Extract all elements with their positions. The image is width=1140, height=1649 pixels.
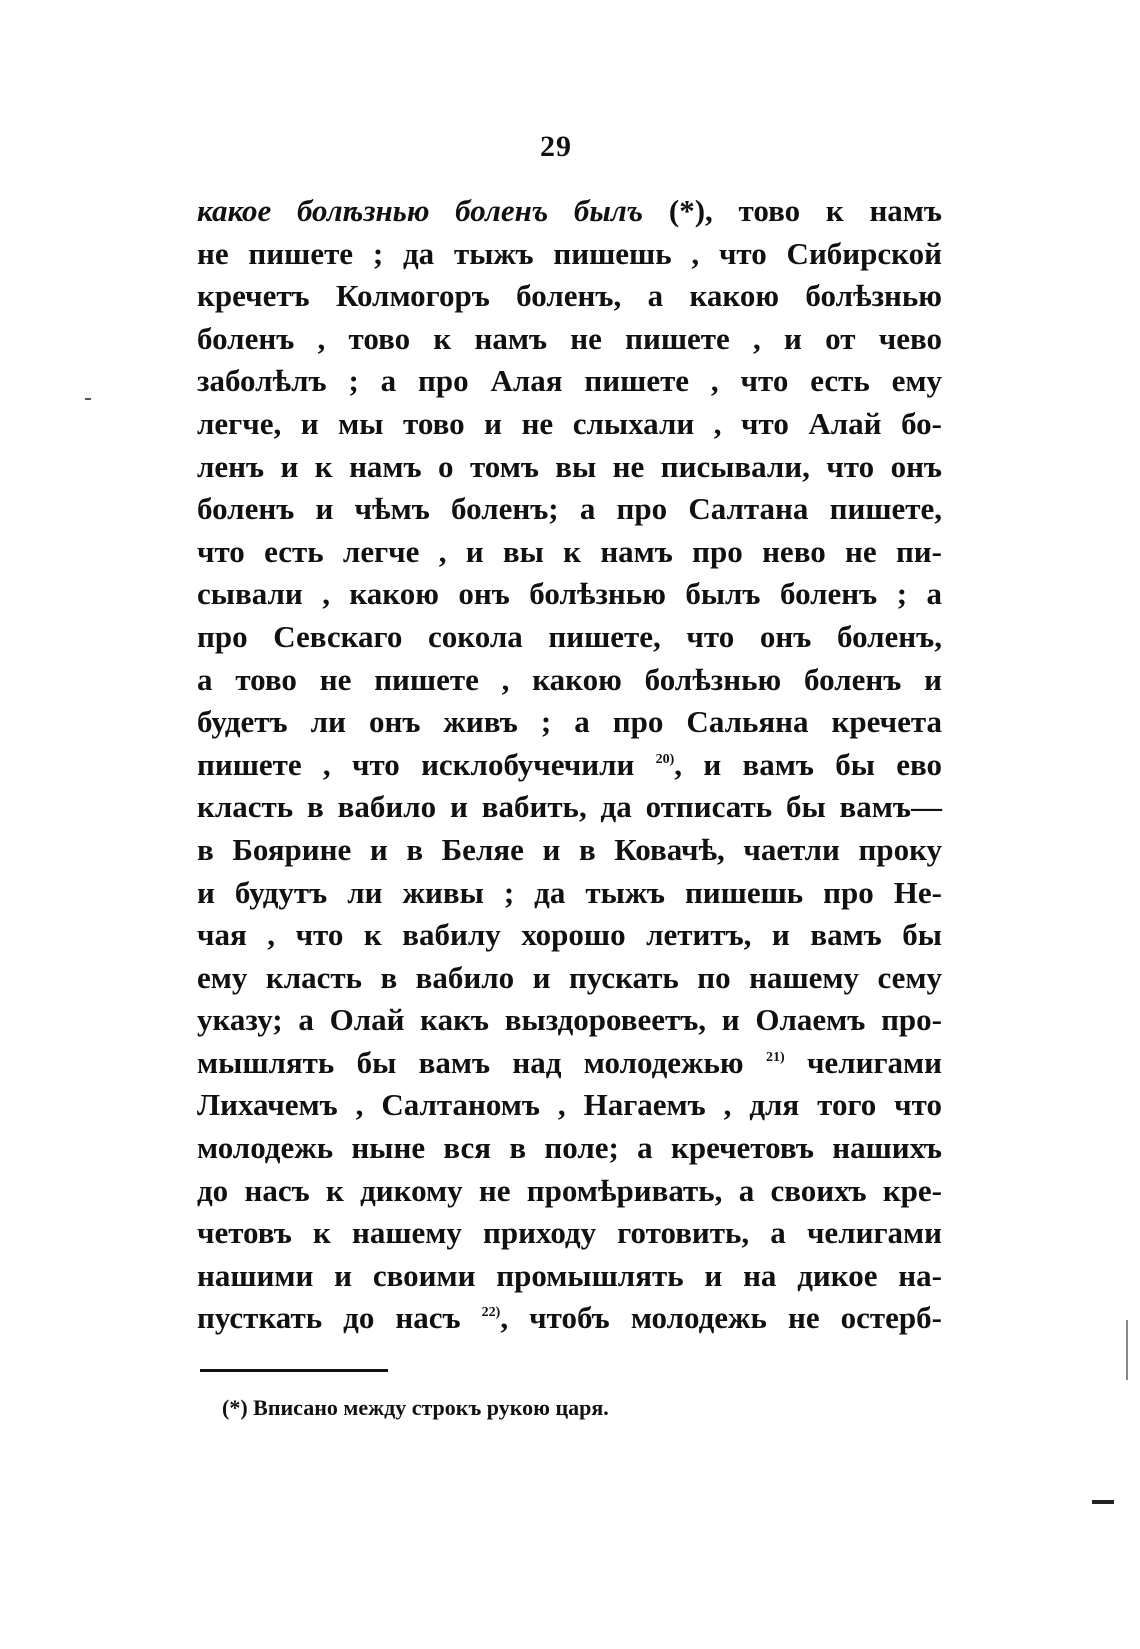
line-text: пишете , что исклобучечили <box>197 746 635 782</box>
text-line: указу; а Олай какъ выздоровеетъ, и Олаемъ про- <box>197 1002 942 1038</box>
text-line: в Боярине и в Беляе и в Ковачѣ, чаетли проку <box>197 831 942 867</box>
text-line: до насъ к дикому не промѣривать, а своихъ кре- <box>197 1172 942 1208</box>
text-line <box>197 190 942 233</box>
line-text: мышлять бы вамъ над молодежью <box>197 1044 744 1080</box>
text-line: ему класть в вабило и пускать по нашему сему <box>197 959 942 995</box>
text-line <box>197 1297 942 1340</box>
text-line: не пишете ; да тыжъ пишешь , что Сибирской <box>197 235 942 271</box>
text-line: что есть легче , и вы к намъ про нево не пи- <box>197 533 942 569</box>
text-line: будетъ ли онъ живъ ; а про Сальяна кречета <box>197 704 942 740</box>
endnote-ref: 22) <box>481 1305 501 1321</box>
line-text: , и вамъ бы ево <box>674 746 942 782</box>
endnote-ref: 21) <box>765 1049 785 1065</box>
scan-mark <box>1092 1500 1114 1504</box>
endnote-ref: 20) <box>655 751 675 767</box>
text-line: боленъ , тово к намъ не пишете , и от чево <box>197 320 942 356</box>
text-line: Лихачемъ , Салтаномъ , Нагаемъ , для того что <box>197 1087 942 1123</box>
text-line: четовъ к нашему приходу готовить, а челигами <box>197 1215 942 1251</box>
scan-mark <box>1126 1320 1128 1380</box>
line-text: , чтобъ молодежь не остерб- <box>500 1300 942 1336</box>
text-line: нашими и своими промышлять и на дикое на- <box>197 1257 942 1293</box>
page-number: 29 <box>540 130 572 163</box>
line-text: (*), тово к намъ <box>643 193 942 228</box>
line-text: челигами <box>784 1044 942 1080</box>
text-line: заболѣлъ ; а про Алая пишете , что есть ему <box>197 363 942 399</box>
footnote: (*) Вписано между строкъ рукою царя. <box>222 1395 609 1420</box>
text-line: чая , что к вабилу хорошо летитъ, и вамъ бы <box>197 917 942 953</box>
text-line: легче, и мы тово и не слыхали , что Алай бо- <box>197 405 942 441</box>
text-line: сывали , какою онъ болѣзнью былъ боленъ ; а <box>197 576 942 612</box>
scan-mark <box>85 398 91 400</box>
italic-phrase: какое болѣзнью боленъ былъ <box>197 193 644 228</box>
text-line: молодежь ныне вся в поле; а кречетовъ нашихъ <box>197 1130 942 1166</box>
body-text <box>197 190 942 1340</box>
footnote-rule <box>200 1369 388 1372</box>
text-line: боленъ и чѣмъ боленъ; а про Салтана пишете, <box>197 491 942 527</box>
text-line <box>197 1042 942 1085</box>
text-line: кречетъ Колмогоръ боленъ, а какою болѣзнью <box>197 278 942 314</box>
line-text: пусткать до насъ <box>197 1300 461 1336</box>
text-line: класть в вабило и вабить, да отписать бы вамъ— <box>197 789 942 825</box>
text-line: а тово не пишете , какою болѣзнью боленъ и <box>197 661 942 697</box>
text-line: и будутъ ли живы ; да тыжъ пишешь про Не- <box>197 874 942 910</box>
text-line: про Севскаго сокола пишете, что онъ боленъ, <box>197 618 942 654</box>
text-line <box>197 744 942 787</box>
text-line: ленъ и к намъ о томъ вы не писывали, что онъ <box>197 448 942 484</box>
